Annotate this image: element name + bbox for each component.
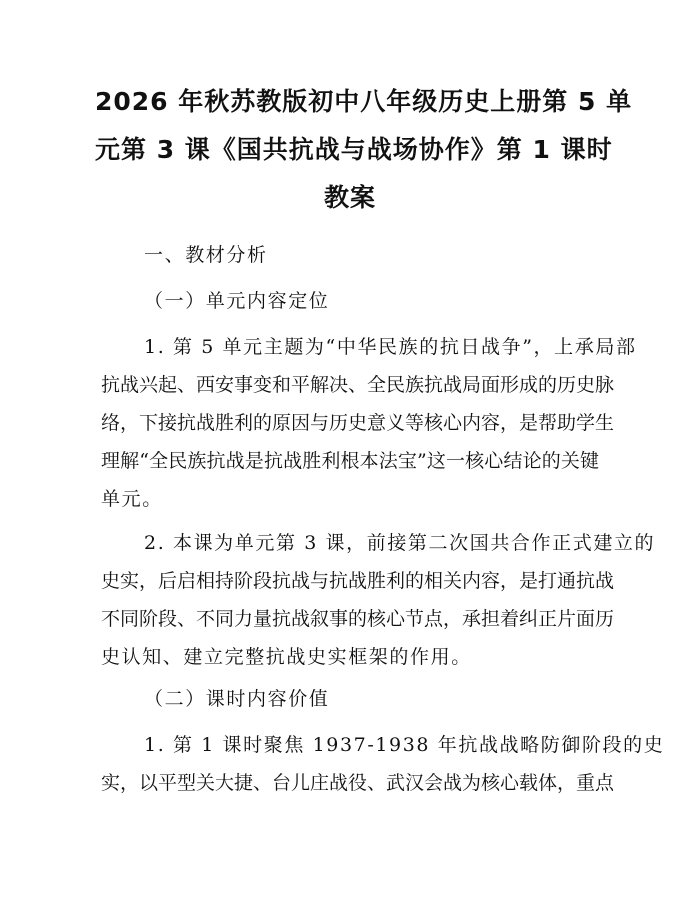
paragraph-1-line-5: 单元。 [101, 488, 163, 510]
paragraph-3-line-1: 1. 第 1 课时聚焦 1937-1938 年抗战战略防御阶段的史 [144, 734, 665, 756]
document-title-line-3: 教案 [323, 183, 376, 212]
paragraph-1-line-1: 1. 第 5 单元主题为“中华民族的抗日战争”，上承局部 [144, 336, 637, 358]
section-heading-materials-analysis: 一、教材分析 [144, 244, 268, 266]
paragraph-3-line-2: 实，以平型关大捷、台儿庄战役、武汉会战为核心载体，重点 [101, 772, 615, 794]
paragraph-2-line-2: 史实，后启相持阶段抗战与抗战胜利的相关内容，是打通抗战 [101, 570, 615, 592]
document-title-line-2: 元第 3 课《国共抗战与战场协作》第 1 课时 [95, 135, 613, 164]
paragraph-1-line-3: 络，下接抗战胜利的原因与历史意义等核心内容，是帮助学生 [101, 412, 615, 434]
paragraph-2-line-4: 史认知、建立完整抗战史实框架的作用。 [101, 646, 472, 668]
paragraph-2-line-3: 不同阶段、不同力量抗战叙事的核心节点，承担着纠正片面历 [101, 608, 615, 630]
subsection-heading-unit-positioning: （一）单元内容定位 [144, 290, 330, 312]
paragraph-1-line-2: 抗战兴起、西安事变和平解决、全民族抗战局面形成的历史脉 [101, 374, 615, 396]
paragraph-2-line-1: 2. 本课为单元第 3 课，前接第二次国共合作正式建立的 [144, 532, 656, 554]
document-title-line-1: 2026 年秋苏教版初中八年级历史上册第 5 单 [95, 87, 633, 116]
paragraph-1-line-4: 理解“全民族抗战是抗战胜利根本法宝”这一核心结论的关键 [101, 450, 599, 472]
subsection-heading-lesson-value: （二）课时内容价值 [144, 688, 330, 710]
